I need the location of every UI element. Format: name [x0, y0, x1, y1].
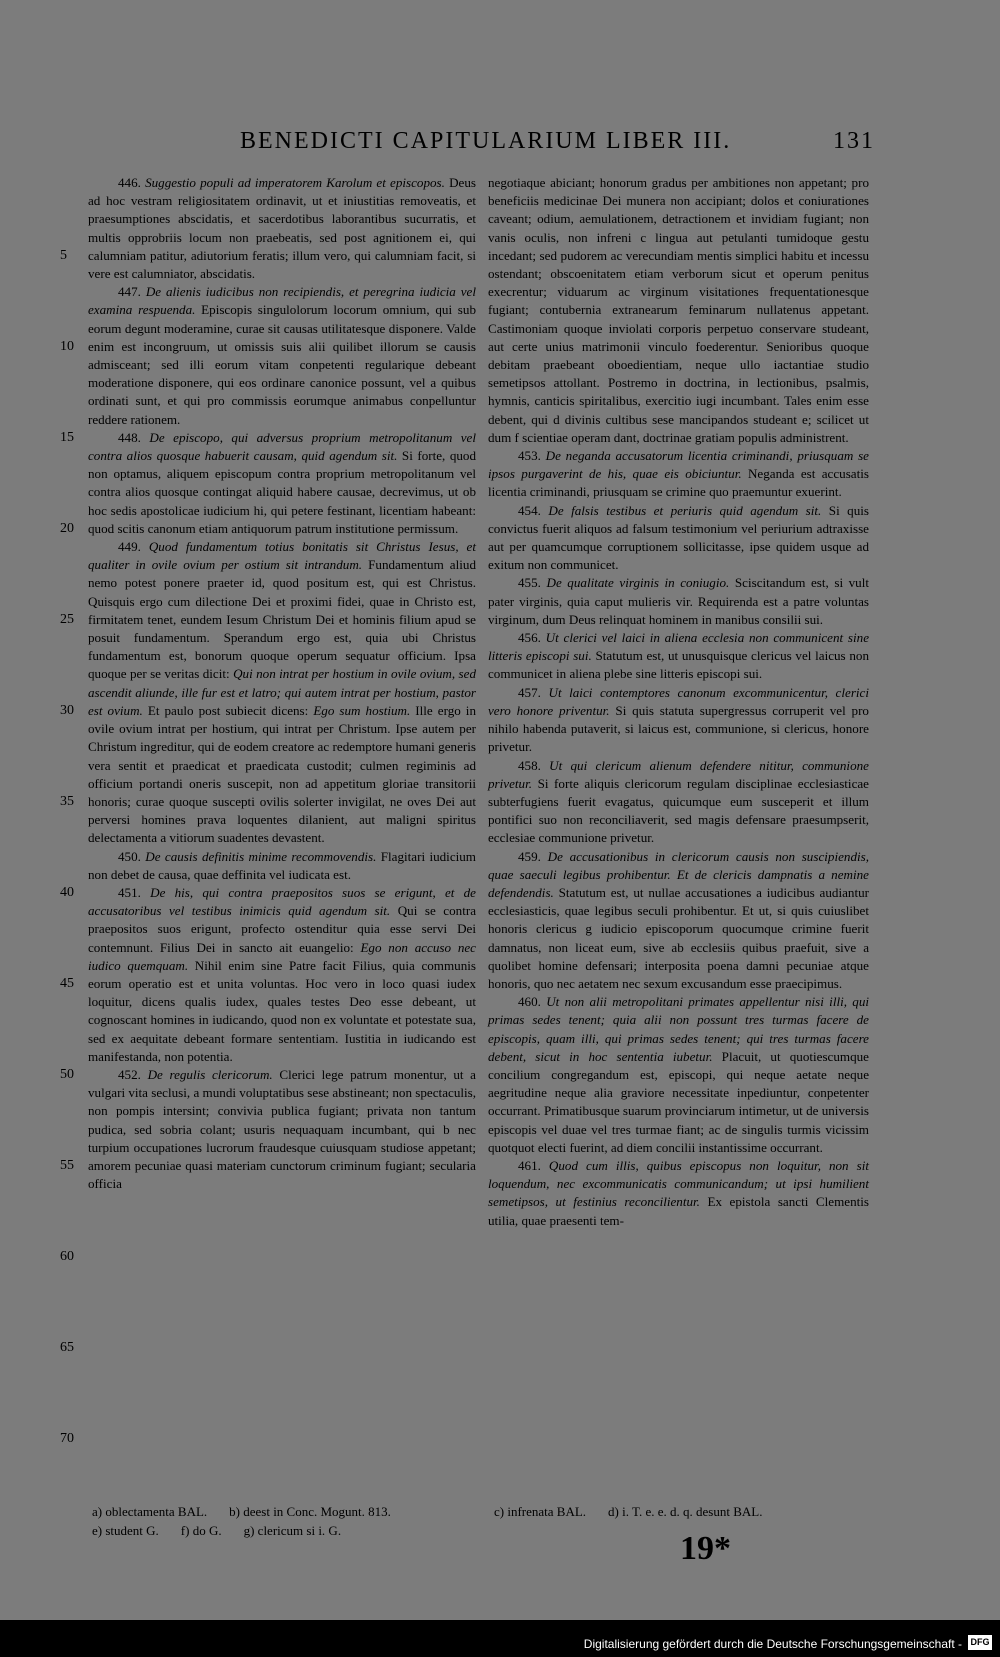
- footnote: b) deest in Conc. Mogunt. 813.: [229, 1504, 391, 1519]
- section-number: 456.: [518, 630, 541, 646]
- section-heading: De accusationibus in clericorum causis non suscipiendis, quae saeculi legibus prohibentur. Et de clericis dampnatis a nemine defendendis.: [488, 848, 869, 900]
- section-heading: De causis definitis minime recommovendis.: [145, 848, 377, 864]
- line-number: 25: [60, 611, 74, 627]
- section-number: 447.: [118, 284, 141, 300]
- line-number: 45: [60, 975, 74, 991]
- section-paragraph: [488, 848, 869, 994]
- section-text: Si quis convictus fuerit aliquos ad falsum testimonium vel periurium adtraxisse aut per quamcumque corruptionem sollicitasse, ipse quidem usque ad exitum non communicet.: [488, 502, 869, 573]
- footnotes-left: [92, 1502, 472, 1540]
- section-paragraph: [488, 629, 869, 684]
- scripture-quote: Qui non intrat per hostium in ovile ovium, sed ascendit aliunde, ille fur est et latro; qui autem intrat per hostium, pastor est ovium.: [88, 666, 477, 718]
- section-heading: Ut clerici vel laici in aliena ecclesia non communicent sine litteris episcopi sui.: [488, 630, 870, 664]
- section-text: Episcopis singulolorum locorum omnium, qui sub eorum degunt moderamine, curae sit causas utilitatesque disponere. Valde enim est incongruum, ut omissis suis alii quilibet illorum se causis admisceant; sed illi eorum vitam conpetenti regularique debeant moderatione disponere, qui eos ordinare canonice possunt, vel a quibus ordinati sunt, et qui pro commissis eorumque animabus conpelluntur reddere rationem.: [88, 302, 476, 427]
- section-number: 461.: [518, 1157, 541, 1173]
- section-text: Deus ad hoc vestram religiositatem ordinavit, ut et iniustitias removeatis, et praesumptiones abscidatis, et sacerdotibus laborantibus sucurratis, et multis opprobriis locum non praebeatis, sed post agnitionem ei, qui calumniam patitur, adiutorium feratis; illum vero, qui calumniam facit, si vere est calumniator, abscidatis.: [88, 175, 476, 282]
- line-number: 50: [60, 1066, 74, 1082]
- section-paragraph: [488, 174, 869, 447]
- footnote: d) i. T. e. e. d. q. desunt BAL.: [608, 1504, 763, 1519]
- line-number: 35: [60, 793, 74, 809]
- section-heading: De regulis clericorum.: [147, 1066, 273, 1082]
- section-heading: De qualitate virginis in coniugio.: [546, 575, 730, 591]
- section-text: Et paulo post subiecit dicens:: [147, 702, 309, 718]
- section-heading: Ut non alii metropolitani primates appellentur nisi illi, qui primas sedes tenent; quia alii non possunt tres turmas facere de episcopis, quam illi, qui primas sedes tenent; qui tres turmas facere debent, sicut in hoc sententia iubetur.: [488, 994, 870, 1064]
- section-text: Clerici lege patrum monentur, ut a vulgari vita seclusi, a mundi voluptatibus sese abstineant; non spectaculis, non pompis intersint; convivia publica fugiant; privata non tantum pudica, sed sobria colant; usuris nequaquam incumbant, qui b nec turpium occupationes lucrorum fraudesque cuiusquam studiose appetant; amorem pecuniae quasi materiam cunctorum criminum fugiant; secularia officia: [88, 1066, 477, 1192]
- section-paragraph: [88, 429, 476, 538]
- section-paragraph: [488, 447, 869, 502]
- section-text: Statutum est, ut nullae accusationes a iudicibus audiantur ecclesiasticis, quae legibus seculi prohibentur. Et ut, si quis cuiuslibet honoris clericus g iudicio episcoporum quocumque crimine fuerit damnatus, non liceat eum, sive ab ecclesiis quibus praefuit, sive a quolibet homine defensari; interposita poena damni pecuniae atque honoris, quo nec aetatem nec sexum excusandum esse praecipimus.: [488, 884, 869, 991]
- section-number: 451.: [118, 884, 141, 900]
- section-text: Si forte, quod non optamus, aliquem episcopum contra proprium metropolitanum vel contra alios quosque contingat aliquid habere causae, decrevimus, ut ob hoc sedis apostolicae iudicium hi, qui petere festinant, licentiam habeant: quod scitis canonum etiam antiquorum patrum institutione permissum.: [88, 448, 477, 536]
- section-heading: Suggestio populi ad imperatorem Karolum et episcopos.: [145, 175, 445, 190]
- section-number: 448.: [118, 429, 141, 445]
- footnote: c) infrenata BAL.: [494, 1504, 587, 1519]
- section-heading: Quod cum illis, quibus episcopus non loquitur, non sit loquendum, nec excommunicatis communicandum; ut ipsi humilient semetipsos, ut festinius reconcilientur.: [488, 1157, 869, 1210]
- section-text: Flagitari iudicium non debet de causa, quae deffinita vel iudicata est.: [88, 848, 476, 882]
- section-heading: Ut laici contemptores canonum excommunicentur, clerici vero honore priventur.: [488, 684, 869, 718]
- section-text: Sciscitandum est, si vult pater virginis, quia caput mulieris vir. Requirenda est a patre voluntas virginum, dum Deus relinquat hominem in manibus consilii sui.: [488, 575, 870, 627]
- section-paragraph: [488, 1157, 869, 1230]
- section-text: Statutum est, ut unusquisque clericus vel laicus non communicet in aliena plebe sine litteris episcopi sui.: [488, 648, 869, 682]
- section-paragraph: [488, 502, 869, 575]
- section-number: 449.: [118, 539, 141, 555]
- dfg-logo: DFG: [968, 1635, 992, 1650]
- section-number: 453.: [518, 448, 541, 464]
- section-heading: Quod fundamentum totius bonitatis sit Christus Iesus, et qualiter in ovile ovium per ostium sit intrandum.: [88, 539, 476, 573]
- footnote: f) do G.: [180, 1523, 222, 1538]
- line-number: 10: [60, 338, 74, 354]
- line-number: 5: [60, 247, 67, 263]
- section-heading: De falsis testibus et periuris quid agendum sit.: [548, 502, 822, 518]
- section-number: 452.: [118, 1066, 141, 1082]
- line-number: 65: [60, 1339, 74, 1355]
- footnote: g) clericum si i. G.: [243, 1523, 342, 1538]
- section-paragraph: [488, 993, 869, 1157]
- section-paragraph: [88, 884, 476, 1066]
- section-number: 446.: [118, 175, 141, 190]
- section-text: Nihil enim sine Patre facit Filius, quia communis eorum operatio est et unita voluntas. Hoc vero in loco quasi iudex loquitur, dicens qualis iudex, quales testes Deo esse debeant, ut cognoscant homines in iudicando, quod non ex voluntate et potestate sua, sed ex aequitate debeant formare sententiam. Iustitia in iudicando est manifestanda, non potentia.: [88, 957, 476, 1064]
- section-text: Si quis statuta supergressus corruperit vel pro nihilo habenda putaverit, si laicus est, communione, si clericus, honore privetur.: [488, 702, 869, 755]
- section-paragraph: [488, 574, 869, 629]
- line-number: 60: [60, 1248, 74, 1264]
- section-text: Ille ergo in ovile ovium intrat per hostium, qui intrat per Christum. Ipse autem per Christum ingreditur, qui de eodem creatore ac redemptore humani generis vera sentit et praedicat et praedicata custodit; culmen regiminis ad officium portandi oneris suscepit, non ad appetitum gloriae transitorii honoris; curae quoque suscepti ovilis solerter invigilat, ne oves Dei aut perversi homines prava loquentes dilanient, aut maligni spiritus delectamenta a vitiorum suadentes devastent.: [88, 702, 476, 846]
- line-number: 70: [60, 1430, 74, 1446]
- page-number: 131: [833, 128, 875, 154]
- section-heading: De his, qui contra praepositos suos se erigunt, et de accusatoribus vel testibus inimicis quid agendum sit.: [88, 884, 476, 919]
- section-text: Si forte aliquis clericorum regulam disciplinae ecclesiasticae subterfugiens fuerit evagatus, quicumque eum susceperit et illum pontifici suo non reconciliaverit, sed magis defensare praesumpserit, ecclesiae communione privetur.: [488, 775, 869, 846]
- scripture-quote: Ego non accuso nec iudico quemquam.: [88, 939, 476, 973]
- section-number: 454.: [518, 502, 541, 518]
- section-number: 460.: [518, 994, 541, 1010]
- scripture-quote: Ego sum hostium.: [313, 702, 411, 718]
- section-number: 455.: [518, 575, 541, 591]
- section-text: Placuit, ut quotiescumque concilium congregandum est, episcopi, qui neque aetate neque aegritudine neque alia graviore necessitate inpediuntur, conpetenter occurrant. Primatibusque suarum provinciarum intimetur, ut de universis episcopis vel duae vel tres turmae fiant; ac de singulis turmis vicissim quotquot electi fuerint, ad diem concilii instantissime occurrant.: [488, 1048, 869, 1155]
- running-title: BENEDICTI CAPITULARIUM LIBER III.: [240, 128, 732, 154]
- footer-bar: [0, 1630, 1000, 1657]
- section-paragraph: [88, 848, 476, 884]
- line-number: 40: [60, 884, 74, 900]
- section-number: 458.: [518, 757, 541, 773]
- signature-mark: 19*: [680, 1530, 731, 1567]
- section-heading: Ut qui clericum alienum defendere nititur, communione privetur.: [488, 757, 869, 791]
- footnote: e) student G.: [92, 1523, 159, 1538]
- footnotes-right: [494, 1502, 870, 1521]
- section-number: 450.: [118, 848, 141, 864]
- section-number: 459.: [518, 848, 541, 864]
- line-number: 15: [60, 429, 74, 445]
- section-text: Qui se contra praepositos suos erigunt, profecto ostenditur quia esse servi Dei contemnunt. Filius Dei in sancto ait euangelio:: [88, 903, 477, 955]
- line-number: 20: [60, 520, 74, 536]
- section-heading: De neganda accusatorum licentia criminandi, priusquam se ipsos purgaverint de his, quae eis obiciuntur.: [488, 448, 869, 482]
- footnote: a) oblectamenta BAL.: [92, 1504, 208, 1519]
- section-text: Neganda est accusatis licentia criminandi, priusquam se crimine quo praemuntur exuerint.: [488, 466, 869, 500]
- section-text: Fundamentum aliud nemo potest ponere praeter id, quod positum est, qui est Christus. Quisquis ergo cum dilectione Dei et proximi fidei, quae in Christo est, firmitatem tenet, eundem Iesum Christum Dei et hominis filium apud se posuit fundamentum. Sperandum ergo est, quia ubi Christus fundamentum est, bonorum quoque operum sequatur officium. Ipsa quoque per se veritas dicit:: [88, 557, 476, 682]
- section-heading: De episcopo, qui adversus proprium metropolitanum vel contra alios quosque habuerit causam, quid agendum sit.: [88, 429, 477, 464]
- section-paragraph: [88, 283, 476, 429]
- section-heading: De alienis iudicibus non recipiendis, et peregrina iudicia vel examina respuenda.: [88, 284, 477, 318]
- section-paragraph: [88, 1066, 476, 1193]
- line-number: 55: [60, 1157, 74, 1173]
- section-text: Ex epistola sancti Clementis utilia, quae praesenti tem-: [488, 1194, 869, 1228]
- line-number: 30: [60, 702, 74, 718]
- right-column: [488, 174, 869, 1230]
- section-paragraph: [88, 538, 476, 847]
- left-column: [88, 174, 476, 1193]
- section-paragraph: [88, 174, 476, 283]
- section-paragraph: [488, 757, 869, 848]
- footer-credit: Digitalisierung gefördert durch die Deutsche Forschungsgemeinschaft -: [583, 1637, 962, 1651]
- section-number: 457.: [518, 684, 541, 700]
- section-text: negotiaque abiciant; honorum gradus per ambitiones non appetant; pro beneficiis medicinae Dei munera non accipiant; dolos et coniurationes caveant; odium, aemulationem, detractionem et invidiam fugiant; non vanis oculis, non infreni c lingua aut petulanti tumidoque gestu incedant; sed pudorem ac verecundiam mentis simplici habitu et incessu ostendant; obscoenitatem etiam verborum sicut et operum penitus execrentur; viduarum ac virginum visitationes frequentationesque fugiant; contubernia extranearum feminarum nullatenus appetant. Castimoniam quoque inviolati corporis perpetuo conservare studeant, aut certe unius matrimonii vinculo foederentur. Senioribus quoque debitam praebeant oboedientiam, neque ullo iactantiae studio semetipsos attollant. Postremo in doctrina, in lectionibus, psalmis, hymnis, canticis spiritalibus, exercitio iugi incumbant. Tales enim esse debent, qui d divinis cultibus sese mancipandos studeant e; scilicet ut dum f scientiae operam dant, doctrinae gratiam populis administrent.: [488, 175, 869, 445]
- section-paragraph: [488, 684, 869, 757]
